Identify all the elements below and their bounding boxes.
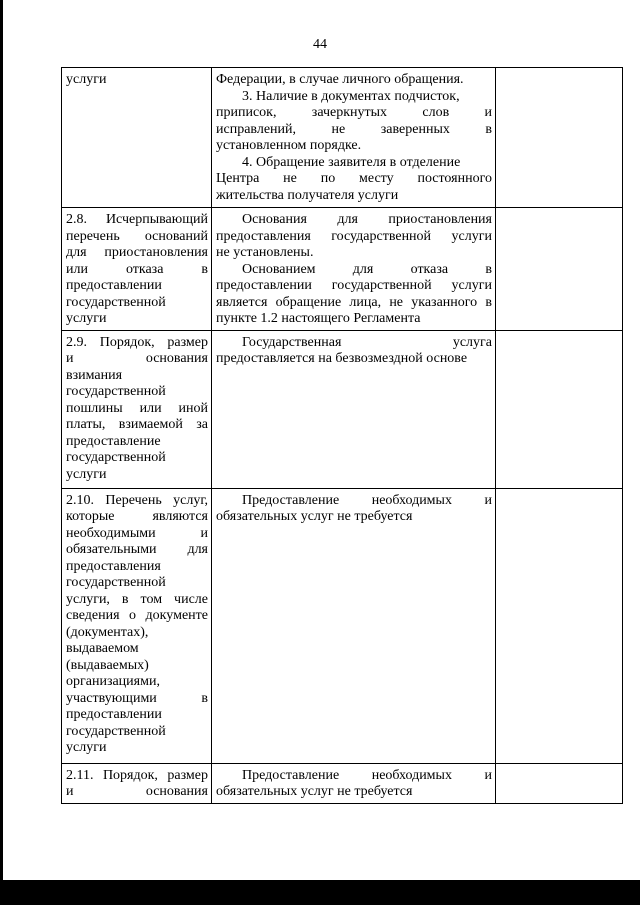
cell-line: Федерации, в случае личного обращения. bbox=[216, 72, 464, 87]
regulation-table bbox=[61, 67, 623, 804]
cell-line: взимания bbox=[66, 367, 123, 383]
section-title-cell bbox=[62, 208, 212, 331]
cell-line: 3. Наличие в документах подчисток, bbox=[242, 88, 460, 104]
cell-line: предоставления государственной услуги bbox=[216, 228, 492, 244]
cell-line: предоставлении государственной услуги bbox=[216, 278, 492, 293]
cell-line: обязательных услуг не требуется bbox=[216, 509, 413, 524]
cell-line: услуги bbox=[66, 740, 107, 755]
cell-line: исправлений, не заверенных в bbox=[216, 121, 492, 137]
cell-line: государственной bbox=[66, 575, 166, 590]
section-title-cell bbox=[62, 330, 212, 488]
cell-line: предоставлении bbox=[66, 707, 162, 722]
section-content-cell bbox=[212, 208, 496, 331]
cell-line: Предоставление необходимых и bbox=[242, 492, 492, 508]
cell-line: государственной bbox=[66, 450, 166, 465]
cell-line: Центра не по месту постоянного bbox=[216, 171, 492, 186]
section-title-cell bbox=[62, 763, 212, 803]
cell-line: (документах), bbox=[66, 624, 149, 640]
cell-line: пошлины или иной bbox=[66, 400, 208, 416]
cell-line: Предоставление необходимых и bbox=[242, 767, 492, 783]
cell-line: выдаваемом bbox=[66, 641, 139, 656]
cell-line: обязательных услуг не требуется bbox=[216, 784, 413, 799]
cell-line: платы, взимаемой за bbox=[66, 417, 208, 432]
table-row bbox=[62, 488, 623, 763]
cell-line: для приостановления bbox=[66, 245, 208, 260]
notes-cell bbox=[496, 68, 623, 208]
section-title-cell bbox=[62, 488, 212, 763]
cell-line: Основания для приостановления bbox=[242, 212, 492, 227]
cell-line: предоставления bbox=[66, 558, 161, 574]
cell-line: которые являются bbox=[66, 509, 208, 524]
cell-line: 4. Обращение заявителя в отделение bbox=[242, 154, 461, 170]
cell-line: обязательными для bbox=[66, 542, 208, 557]
cell-line: жительства получателя услуги bbox=[216, 187, 399, 203]
cell-line: 2.10. Перечень услуг, bbox=[66, 492, 208, 508]
scan-left-edge bbox=[0, 0, 3, 880]
notes-cell bbox=[496, 208, 623, 331]
cell-line: государственной bbox=[66, 723, 166, 739]
cell-line: государственной bbox=[66, 384, 166, 399]
cell-line: предоставляется на безвозмездной основе bbox=[216, 351, 468, 366]
section-content-cell bbox=[212, 763, 496, 803]
notes-cell bbox=[496, 330, 623, 488]
cell-line: (выдаваемых) bbox=[66, 657, 149, 673]
scan-bottom-edge bbox=[0, 880, 640, 905]
cell-line: и основания bbox=[66, 351, 208, 366]
cell-line: пункте 1.2 настоящего Регламента bbox=[216, 311, 421, 326]
cell-line: или отказа в bbox=[66, 261, 208, 277]
cell-line: Государственная услуга bbox=[242, 334, 492, 350]
section-content-cell bbox=[212, 488, 496, 763]
cell-line: предоставление bbox=[66, 433, 161, 449]
cell-line: перечень оснований bbox=[66, 228, 208, 244]
cell-line: Основанием для отказа в bbox=[242, 261, 492, 277]
cell-line: услуги bbox=[66, 311, 107, 326]
cell-line: приписок, зачеркнутых слов и bbox=[216, 105, 492, 120]
table-row bbox=[62, 330, 623, 488]
cell-line: предоставлении bbox=[66, 278, 162, 293]
cell-line: сведения о документе bbox=[66, 608, 208, 623]
cell-line: организациями, bbox=[66, 674, 160, 689]
section-content-cell bbox=[212, 330, 496, 488]
cell-line: участвующими в bbox=[66, 690, 208, 706]
section-content-cell bbox=[212, 68, 496, 208]
cell-line: 2.11. Порядок, размер bbox=[66, 767, 208, 783]
table-row bbox=[62, 763, 623, 803]
section-title-cell bbox=[62, 68, 212, 208]
cell-line: услуги bbox=[66, 72, 107, 87]
cell-line: не установлены. bbox=[216, 245, 314, 260]
cell-line: 2.8. Исчерпывающий bbox=[66, 212, 208, 227]
cell-line: услуги bbox=[66, 466, 107, 482]
cell-line: 2.9. Порядок, размер bbox=[66, 334, 208, 350]
notes-cell bbox=[496, 763, 623, 803]
table-row bbox=[62, 68, 623, 208]
cell-line: государственной bbox=[66, 294, 166, 310]
cell-line: и основания bbox=[66, 784, 208, 799]
cell-line: является обращение лица, не указанного в bbox=[216, 294, 492, 310]
table-row bbox=[62, 208, 623, 331]
cell-line: необходимыми и bbox=[66, 525, 208, 541]
cell-line: установленном порядке. bbox=[216, 138, 362, 153]
cell-line: услуги, в том числе bbox=[66, 591, 208, 607]
notes-cell bbox=[496, 488, 623, 763]
page-number: 44 bbox=[313, 37, 327, 52]
